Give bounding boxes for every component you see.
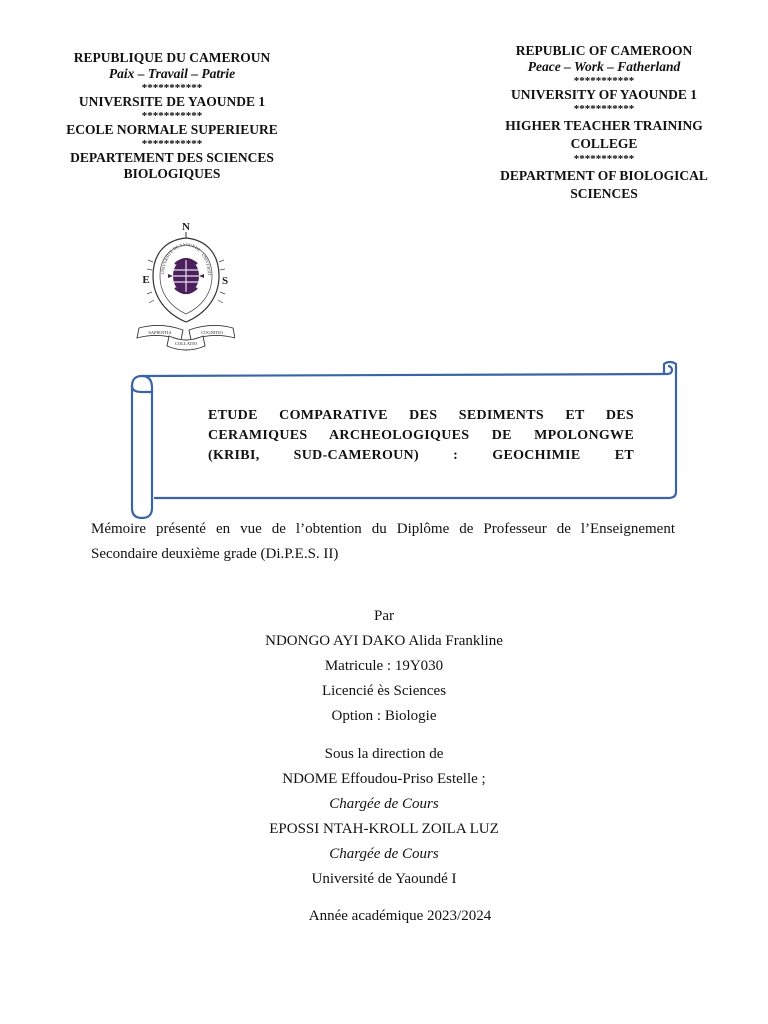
- header-french: [52, 50, 292, 182]
- department-name-en-line2: SCIENCES: [570, 186, 638, 201]
- author-matricule: Matricule : 19Y030: [324, 658, 444, 674]
- author-by-label: Par: [374, 608, 394, 624]
- supervisor-2-role: Chargée de Cours: [329, 846, 439, 862]
- supervision-intro: Sous la direction de: [324, 746, 444, 762]
- compass-south-label: S: [221, 275, 229, 287]
- author-degree: Licencié ès Sciences: [321, 683, 447, 699]
- university-name-en: UNIVERSITY OF YAOUNDE 1: [511, 87, 697, 102]
- republic-name-fr: REPUBLIQUE DU CAMEROUN: [73, 50, 271, 65]
- scroll-left-roll: [132, 376, 152, 518]
- thesis-title: [208, 406, 634, 466]
- department-name-fr-line1: DEPARTEMENT DES SCIENCES: [70, 150, 274, 165]
- supervisor-1-role: Chargée de Cours: [329, 796, 439, 812]
- supervisor-institution: Université de Yaoundé I: [311, 871, 457, 887]
- separator-stars: ***********: [141, 138, 203, 150]
- university-emblem-logo: [135, 218, 235, 352]
- academic-year: Année académique 2023/2024: [308, 908, 492, 924]
- separator-stars: ***********: [141, 82, 203, 94]
- separator-stars: ***********: [573, 75, 635, 87]
- separator-stars: ***********: [573, 103, 635, 115]
- supervisor-1-name: NDOME Effoudou-Priso Estelle ;: [282, 771, 486, 787]
- author-name: NDONGO AYI DAKO Alida Frankline: [265, 633, 503, 649]
- separator-stars: ***********: [573, 153, 635, 165]
- scroll-top-edge: [142, 374, 664, 376]
- school-name-fr: ECOLE NORMALE SUPERIEURE: [66, 122, 278, 137]
- school-name-en-line1: HIGHER TEACHER TRAINING: [505, 118, 703, 133]
- ribbon-right-motto: COGNITIO: [201, 330, 223, 335]
- national-motto-en: Peace – Work – Fatherland: [527, 59, 681, 74]
- header-english: [482, 43, 726, 203]
- school-name-en-line2: COLLEGE: [570, 136, 638, 151]
- memoire-statement: Mémoire présenté en vue de l’obtention du Diplôme de Professeur de l’Enseignement Secondaire deuxième grade (Di.P.E.S. II): [91, 521, 675, 562]
- national-motto-fr: Paix – Travail – Patrie: [108, 66, 236, 81]
- compass-east-label: E: [142, 274, 150, 286]
- republic-name-en: REPUBLIC OF CAMEROON: [515, 43, 693, 58]
- department-name-en-line1: DEPARTMENT OF BIOLOGICAL: [500, 168, 708, 183]
- thesis-title-line1: ETUDE COMPARATIVE DES SEDIMENTS ET DES: [208, 408, 634, 423]
- separator-stars: ***********: [141, 110, 203, 122]
- scroll-right-curl-inner: [664, 366, 672, 374]
- ribbon-left-motto: SAPIENTIA: [148, 330, 172, 335]
- supervisor-2-name: EPOSSI NTAH-KROLL ZOILA LUZ: [269, 821, 499, 837]
- compass-north-label: N: [182, 221, 190, 233]
- emblem-ring-text: UNIVERSITE DE YAOUNDE · UNIVERSIT: [160, 241, 213, 277]
- thesis-title-line2: CERAMIQUES ARCHEOLOGIQUES DE MPOLONGWE: [208, 428, 634, 443]
- scroll-right-curl: [664, 362, 676, 498]
- ribbon-bottom-motto: COLLATIO: [175, 341, 197, 346]
- university-name-fr: UNIVERSITE DE YAOUNDE 1: [78, 94, 266, 109]
- author-option: Option : Biologie: [331, 708, 437, 724]
- thesis-title-line3: (KRIBI, SUD-CAMEROUN) : GEOCHIMIE ET: [208, 448, 634, 463]
- department-name-fr-line2: BIOLOGIQUES: [123, 166, 221, 181]
